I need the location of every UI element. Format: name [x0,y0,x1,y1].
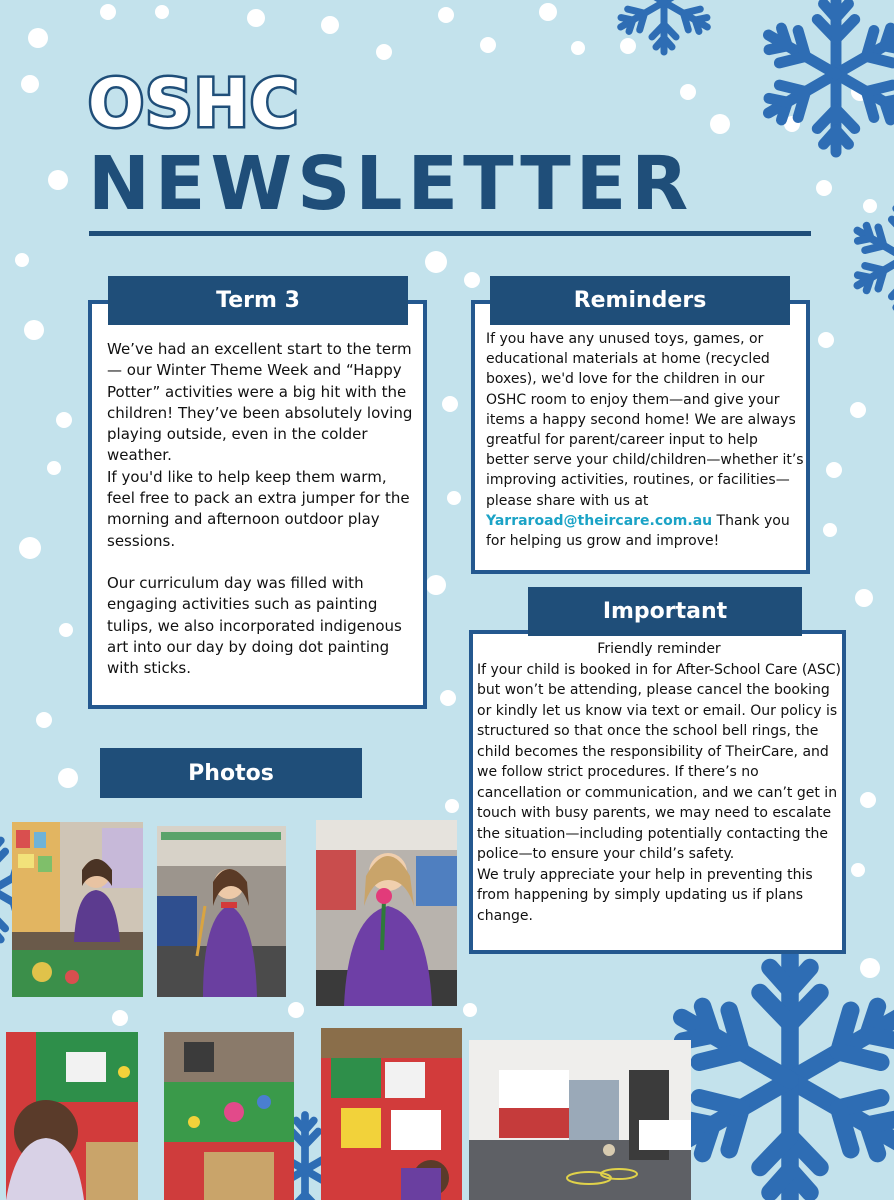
snow-dot [48,170,68,190]
snow-dot [321,16,339,34]
snow-dot [28,28,48,48]
snow-dot [155,5,169,19]
important-body [477,639,841,926]
snow-dot [100,4,116,20]
snow-dot [463,1003,477,1017]
snow-dot [442,396,458,412]
photo-activity-4 [6,1032,138,1200]
title-oshc: OSHC [88,65,300,142]
email-link[interactable]: Yarraroad@theircare.com.au [486,512,713,529]
snow-dot [445,799,459,813]
term3-heading: Term 3 [108,276,408,325]
title-newsletter: NEWSLETTER [88,141,694,227]
term3-paragraph-1: We’ve had an excellent start to the term — our Winter Theme Week and “Happy Potter” activities were a big hit with the children! They’ve been absolutely loving playing outside, even in the colder weather. [107,340,413,465]
snow-dot [816,180,832,196]
snow-dot [47,461,61,475]
snow-dot [58,768,78,788]
snowflake-icon [759,0,894,152]
snow-dot [539,3,557,21]
photo-activity-2 [157,826,286,997]
snow-dot [112,1010,128,1026]
snow-dot [818,332,834,348]
snow-dot [860,792,876,808]
snow-dot [826,462,842,478]
important-paragraph-1: If your child is booked in for After-School Care (ASC) but won’t be attending, please cancel the booking or kindly let us know via text or email. Our policy is structured so that once the school bell rings, the child becomes the responsibility of TheirCare, and we follow strict procedures. If there’s no cancellation or communication, and we can’t get in touch with busy parents, we may need to escalate the situation—including potentially contacting the police—to ensure your child’s safety. [477,661,841,862]
term3-paragraph-2: If you'd like to help keep them warm, feel free to pack an extra jumper for the morning and afternoon outdoor play sessions. [107,467,410,550]
snow-dot [620,38,636,54]
snow-dot [480,37,496,53]
snow-dot [438,7,454,23]
snow-dot [56,412,72,428]
snow-dot [425,251,447,273]
photo-activity-7 [469,1040,691,1200]
snow-dot [376,44,392,60]
reminders-heading: Reminders [490,276,790,325]
important-heading: Important [528,587,802,636]
snow-dot [426,575,446,595]
snow-dot [15,253,29,267]
snow-dot [36,712,52,728]
snow-dot [21,75,39,93]
snow-dot [823,523,837,537]
snow-dot [447,491,461,505]
reminders-text-end: Thank you for helping us grow and improve! [486,512,790,550]
snowflake-icon [851,203,894,313]
term3-body [107,339,419,679]
snow-dot [288,1002,304,1018]
photos-heading: Photos [100,748,362,798]
snow-dot [863,199,877,213]
photo-activity-5 [164,1032,294,1200]
snow-dot [680,84,696,100]
snow-dot [850,402,866,418]
title-underline [89,231,811,236]
reminders-text: If you have any unused toys, games, or educational materials at home (recycled boxes), we'd love for the children in our OSHC room to enjoy them—and give your items a happy second home! We are always greatful for parent/career input to help better serve your child/children—whether it’s improving activities, routines, or facilities—please share with us at [486,331,804,509]
snow-dot [571,41,585,55]
snow-dot [59,623,73,637]
important-subheading: Friendly reminder [597,641,721,657]
snow-dot [19,537,41,559]
snow-dot [440,690,456,706]
snow-dot [851,863,865,877]
snow-dot [855,589,873,607]
snow-dot [860,958,880,978]
important-paragraph-2: We truly appreciate your help in preventing this from happening by simply updating us if plans change. [477,866,813,924]
snow-dot [24,320,44,340]
reminders-body [486,329,804,551]
snow-dot [710,114,730,134]
photo-activity-3 [316,820,457,1006]
snow-dot [464,272,480,288]
photo-activity-1 [12,822,143,997]
snow-dot [247,9,265,27]
term3-paragraph-3: Our curriculum day was filled with engaging activities such as painting tulips, we also incorporated indigenous art into our day by doing dot painting with sticks. [107,573,402,678]
snowflake-icon [667,955,894,1200]
photo-activity-6 [321,1028,462,1200]
